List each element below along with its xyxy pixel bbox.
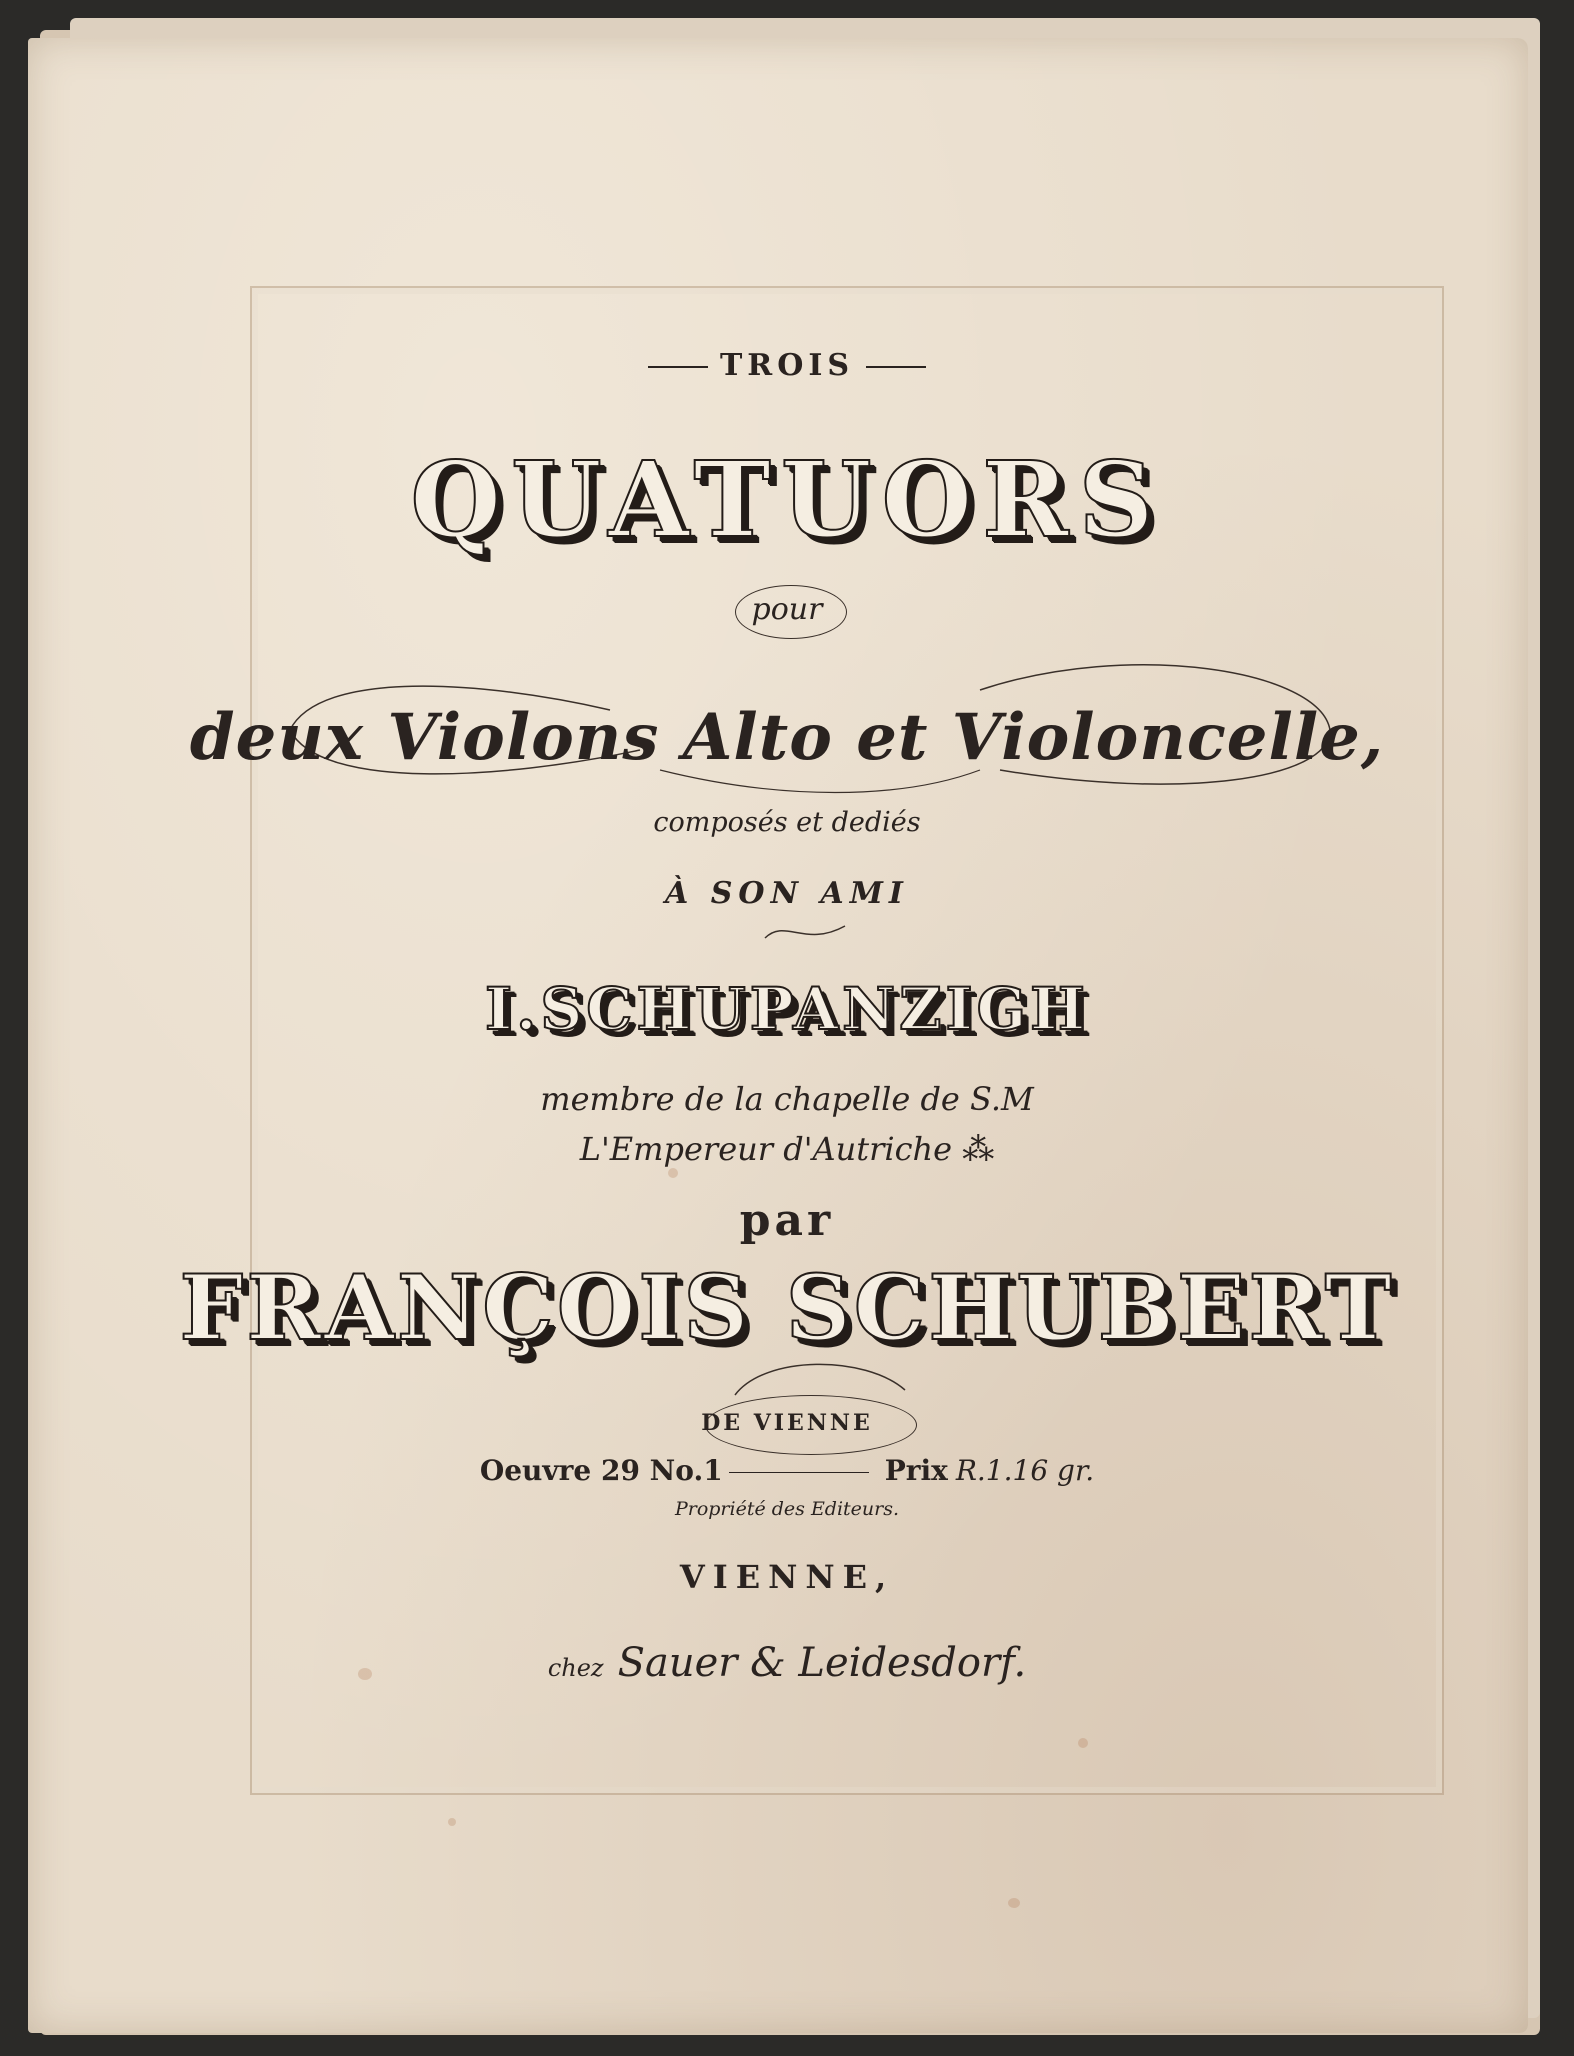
composes-text: composés et dediés: [653, 807, 921, 838]
rule-right: [866, 366, 926, 368]
opus-price-row: [0, 1454, 1574, 1487]
membre-text: membre de la chapelle de S.M: [540, 1080, 1034, 1118]
foxing-spot: [668, 1168, 678, 1178]
composer-name: FRANÇOIS SCHUBERT: [179, 1255, 1395, 1361]
empereur-text: L'Empereur d'Autriche ⁂: [579, 1130, 995, 1168]
foxing-spot: [1078, 1738, 1088, 1748]
rule-left: [648, 366, 708, 368]
dedication-flourish: [760, 918, 850, 948]
publisher-name: Sauer & Leidesdorf.: [617, 1640, 1027, 1686]
dedication-text: À SON AMI: [665, 876, 909, 911]
par-text: par: [739, 1195, 835, 1246]
opus-rule: [729, 1472, 869, 1473]
instruments-text: deux Violons Alto et Violoncelle,: [189, 700, 1385, 775]
pour-text: pour: [751, 592, 823, 627]
chez-text: chez: [547, 1654, 604, 1682]
main-title: QUATUORS: [410, 438, 1164, 561]
trois-text: TROIS: [719, 348, 855, 383]
city-text: VIENNE,: [679, 1558, 895, 1596]
price-label: Prix: [884, 1454, 948, 1487]
de-vienne-text: DE VIENNE: [701, 1410, 873, 1436]
foxing-spot: [1008, 1898, 1020, 1908]
opus-number: Oeuvre 29 No.1: [479, 1454, 723, 1487]
publisher-line: [0, 1640, 1574, 1686]
dedicatee-name: I.SCHUPANZIGH: [485, 975, 1089, 1043]
propriete-text: Propriété des Editeurs.: [674, 1498, 900, 1520]
foxing-spot: [448, 1818, 456, 1826]
heading-trois: [0, 348, 1574, 383]
price-value: R.1.16 gr.: [955, 1454, 1095, 1487]
